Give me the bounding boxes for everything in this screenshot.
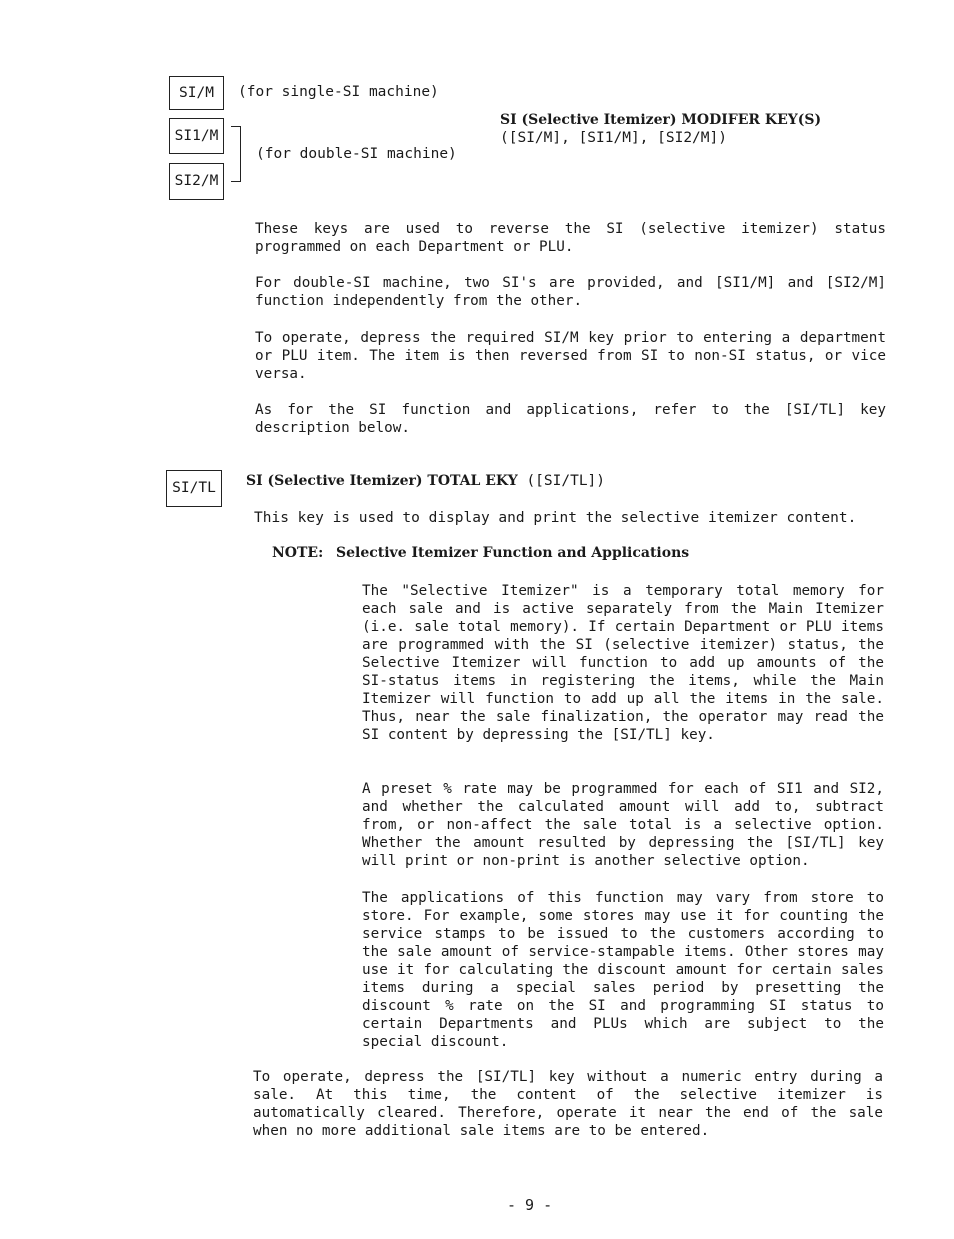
section2-closing: To operate, depress the [SI/TL] key without a numeric entry during a sale. At this time, the content of the selective itemizer is automatically cleared. Therefore, operate it near the end of the sale when no more additional sale items are to be entered.: [253, 1069, 883, 1139]
section2-heading-text: SI (Selective Itemizer) TOTAL EKY: [246, 473, 518, 489]
section1-paragraph: These keys are used to reverse the SI (selective itemizer) status programmed on each Department or PLU.: [255, 221, 886, 255]
section1-paragraph: To operate, depress the required SI/M key prior to entering a department or PLU item. The item is then reversed from SI to non-SI status, or vice versa.: [255, 330, 886, 382]
page-number: - 9 -: [507, 1196, 553, 1214]
section2-heading: [246, 473, 605, 489]
key-si2-m: SI2/M: [169, 163, 224, 200]
note-title: Selective Itemizer Function and Applications: [336, 545, 690, 561]
section1-paragraph: As for the SI function and applications, refer to the [SI/TL] key description below.: [255, 402, 886, 436]
bracket: [231, 126, 241, 182]
section1-heading: SI (Selective Itemizer) MODIFER KEY(S): [500, 112, 822, 128]
note-paragraph: The applications of this function may vary from store to store. For example, some stores may use it for counting the service stamps to be issued to the customers according to the sale amount of service-stampable items. Other stores may use it for calculating the discount amount for certain sales items during a special sales period by presetting the discount % rate on the SI and programming SI status to certain Departments and PLUs which are subject to the special discount.: [362, 890, 884, 1050]
key-si-tl: SI/TL: [166, 470, 222, 507]
section1-paragraph: For double-SI machine, two SI's are provided, and [SI1/M] and [SI2/M] function independently from the other.: [255, 275, 886, 309]
section2-heading-key: ([SI/TL]): [517, 473, 606, 489]
note-paragraph: A preset % rate may be programmed for each of SI1 and SI2, and whether the calculated amount will add to, subtract from, or non-affect the sale total is a selective option. Whether the amount resulted by depressing the [SI/TL] key will print or non-print is another selective option.: [362, 781, 884, 869]
label-single-si: (for single-SI machine): [238, 84, 439, 100]
key-si1-m: SI1/M: [169, 118, 224, 154]
key-si-m: SI/M: [169, 76, 224, 110]
note-label: NOTE:: [272, 545, 324, 561]
section2-intro: This key is used to display and print the selective itemizer content.: [254, 510, 857, 526]
label-double-si: (for double-SI machine): [256, 146, 457, 162]
section1-heading-keys: ([SI/M], [SI1/M], [SI2/M]): [500, 130, 727, 146]
note-paragraph: The "Selective Itemizer" is a temporary total memory for each sale and is active separately from the Main Itemizer (i.e. sale total memory). If certain Department or PLU items are programmed with the SI (selective itemizer) status, the Selective Itemizer will function to add up amounts of the SI-status items in registering the items, while the Main Itemizer will function to add up all the items in the sale. Thus, near the sale finalization, the operator may read the SI content by depressing the [SI/TL] key.: [362, 583, 884, 743]
